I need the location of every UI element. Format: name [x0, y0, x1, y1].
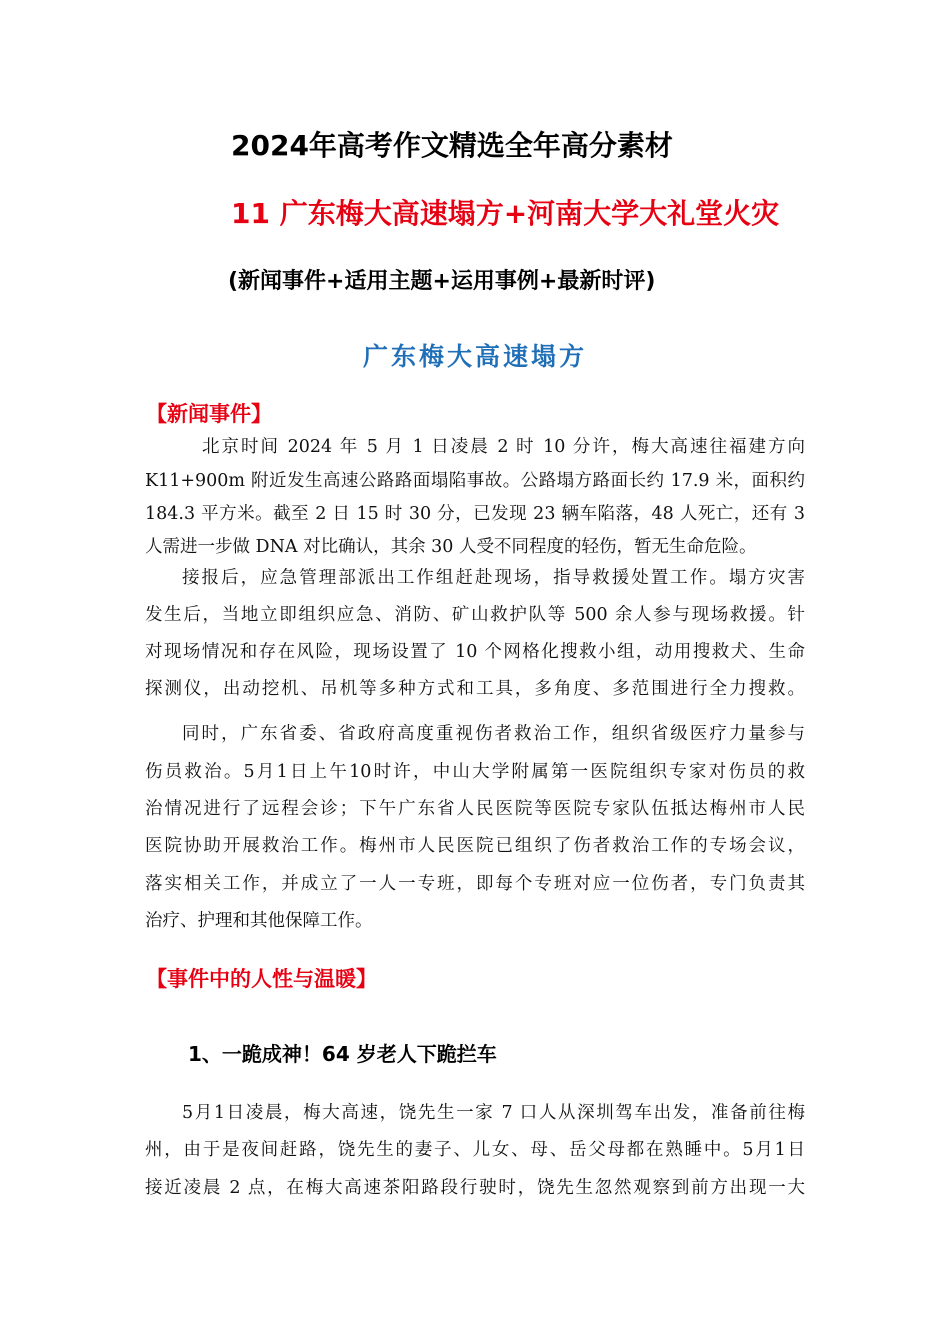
paragraph-line: 治情况进行了远程会诊；下午广东省人民医院等医院专家队伍抵达梅州市人民 [145, 799, 805, 819]
paragraph-line: 接报后，应急管理部派出工作组赶赴现场，指导救援处置工作。塌方灾害 [182, 568, 805, 588]
document-tags: (新闻事件+适用主题+运用事例+最新时评) [228, 269, 656, 294]
paragraph-line: 发生后，当地立即组织应急、消防、矿山救护队等 500 余人参与现场救援。针 [145, 605, 805, 625]
paragraph-line: 184.3 平方米。截至 2 日 15 时 30 分，已发现 23 辆车陷落，48 人死亡，还有 3 [145, 504, 805, 524]
paragraph-line: 州，由于是夜间赶路，饶先生的妻子、儿女、母、岳父母都在熟睡中。5月1日 [145, 1140, 805, 1160]
paragraph-line: 探测仪，出动挖机、吊机等多种方式和工具，多角度、多范围进行全力搜救。 [145, 679, 805, 699]
paragraph-line: 北京时间 2024 年 5 月 1 日凌晨 2 时 10 分许，梅大高速往福建方向 [202, 437, 805, 457]
paragraph-line: 医院协助开展救治工作。梅州市人民医院已组织了伤者救治工作的专场会议， [145, 836, 805, 856]
paragraph-line: 落实相关工作，并成立了一人一专班，即每个专班对应一位伤者，专门负责其 [145, 874, 805, 894]
document-title: 2024年高考作文精选全年高分素材 [231, 129, 673, 162]
document-subtitle: 11 广东梅大高速塌方+河南大学大礼堂火灾 [231, 197, 780, 230]
section-title: 广东梅大高速塌方 [362, 342, 587, 371]
news-heading: 【新闻事件】 [146, 402, 272, 426]
paragraph-line: 伤员救治。5月1日上午10时许，中山大学附属第一医院组织专家对伤员的救 [145, 762, 805, 782]
paragraph-line: K11+900m 附近发生高速公路路面塌陷事故。公路塌方路面长约 17.9 米，面积约 [145, 471, 805, 491]
paragraph-line: 对现场情况和存在风险，现场设置了 10 个网格化搜救小组，动用搜救犬、生命 [145, 642, 805, 662]
paragraph-line: 治疗、护理和其他保障工作。 [145, 911, 373, 931]
warmth-heading: 【事件中的人性与温暖】 [146, 967, 377, 991]
story-heading: 1、一跪成神！64 岁老人下跪拦车 [188, 1042, 497, 1066]
paragraph-line: 5月1日凌晨，梅大高速，饶先生一家 7 口人从深圳驾车出发，准备前往梅 [182, 1103, 805, 1123]
paragraph-line: 接近凌晨 2 点，在梅大高速茶阳路段行驶时，饶先生忽然观察到前方出现一大 [145, 1178, 805, 1198]
paragraph-line: 同时，广东省委、省政府高度重视伤者救治工作，组织省级医疗力量参与 [182, 724, 805, 744]
paragraph-line: 人需进一步做 DNA 对比确认，其余 30 人受不同程度的轻伤，暂无生命危险。 [145, 537, 757, 557]
